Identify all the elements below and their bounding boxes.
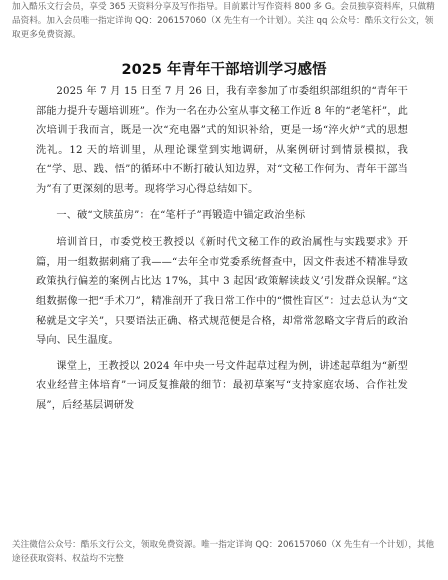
header-notice: 加入酷乐文行会员，享受 365 天资料分享及写作指导。目前累计写作资料 800 多 G。会员独享资料库，只做精品资料。加入会员唯一指定详询 QQ：206157060（X 先生有一个计划）。关注 qq 公众号：酷乐文行公文，领取更多免费资源。	[12, 2, 435, 40]
document-title: 2025 年青年干部培训学习感悟	[121, 62, 327, 78]
paragraph-training-first-day: 培训首日，市委党校王教授以《新时代文秘工作的政治属性与实践要求》开篇，用一组数据刺痛了我——“去年全市党委系统督查中，因文件表述不精准导致政策执行偏差的案例占比达 17%，其中 3 起因‘政策解读歧义’引发群众误解。”这组数据像一把“手术刀”，精准剖开了我日常工作中的“惯性盲区”：过去总认为“文秘就是文字关”，只要语法正确、格式规范便是合格，却常常忽略文字背后的政治导向、民生温度。	[36, 237, 408, 347]
paragraph-classroom: 课堂上，王教授以 2024 年中央一号文件起草过程为例，讲述起草组为“新型农业经营主体培育”一词反复推敲的细节：最初草案写“支持家庭农场、合作社发展”，后经基层调研发	[36, 360, 408, 411]
paragraph-intro: 2025 年 7 月 15 日至 7 月 26 日，我有幸参加了市委组织部组织的“青年干部能力提升专题培训班”。作为一名在办公室从事文秘工作近 8 年的“老笔杆”，此次培训于我而言，既是一次“充电器”式的知识补给，更是一场“淬火炉”式的思想洗礼。12 天的培训里，从理论课堂到实地调研，从案例研讨到情景模拟，我在“学、思、践、悟”的循环中不断打破认知边界，对“文秘工作何为、青年干部当为”有了更深刻的思考。现将学习心得总结如下。	[36, 86, 408, 195]
document-body	[36, 82, 408, 422]
section-heading: 一、破“文牍茧房”：在“笔杆子”再锻造中锚定政治坐标	[56, 209, 306, 221]
footer-notice: 关注微信公众号：酷乐文行公文，领取免费资源。唯一指定详询 QQ：206157060（X 先生有一个计划），其他途径获取资料、权益均不完整	[12, 540, 435, 564]
